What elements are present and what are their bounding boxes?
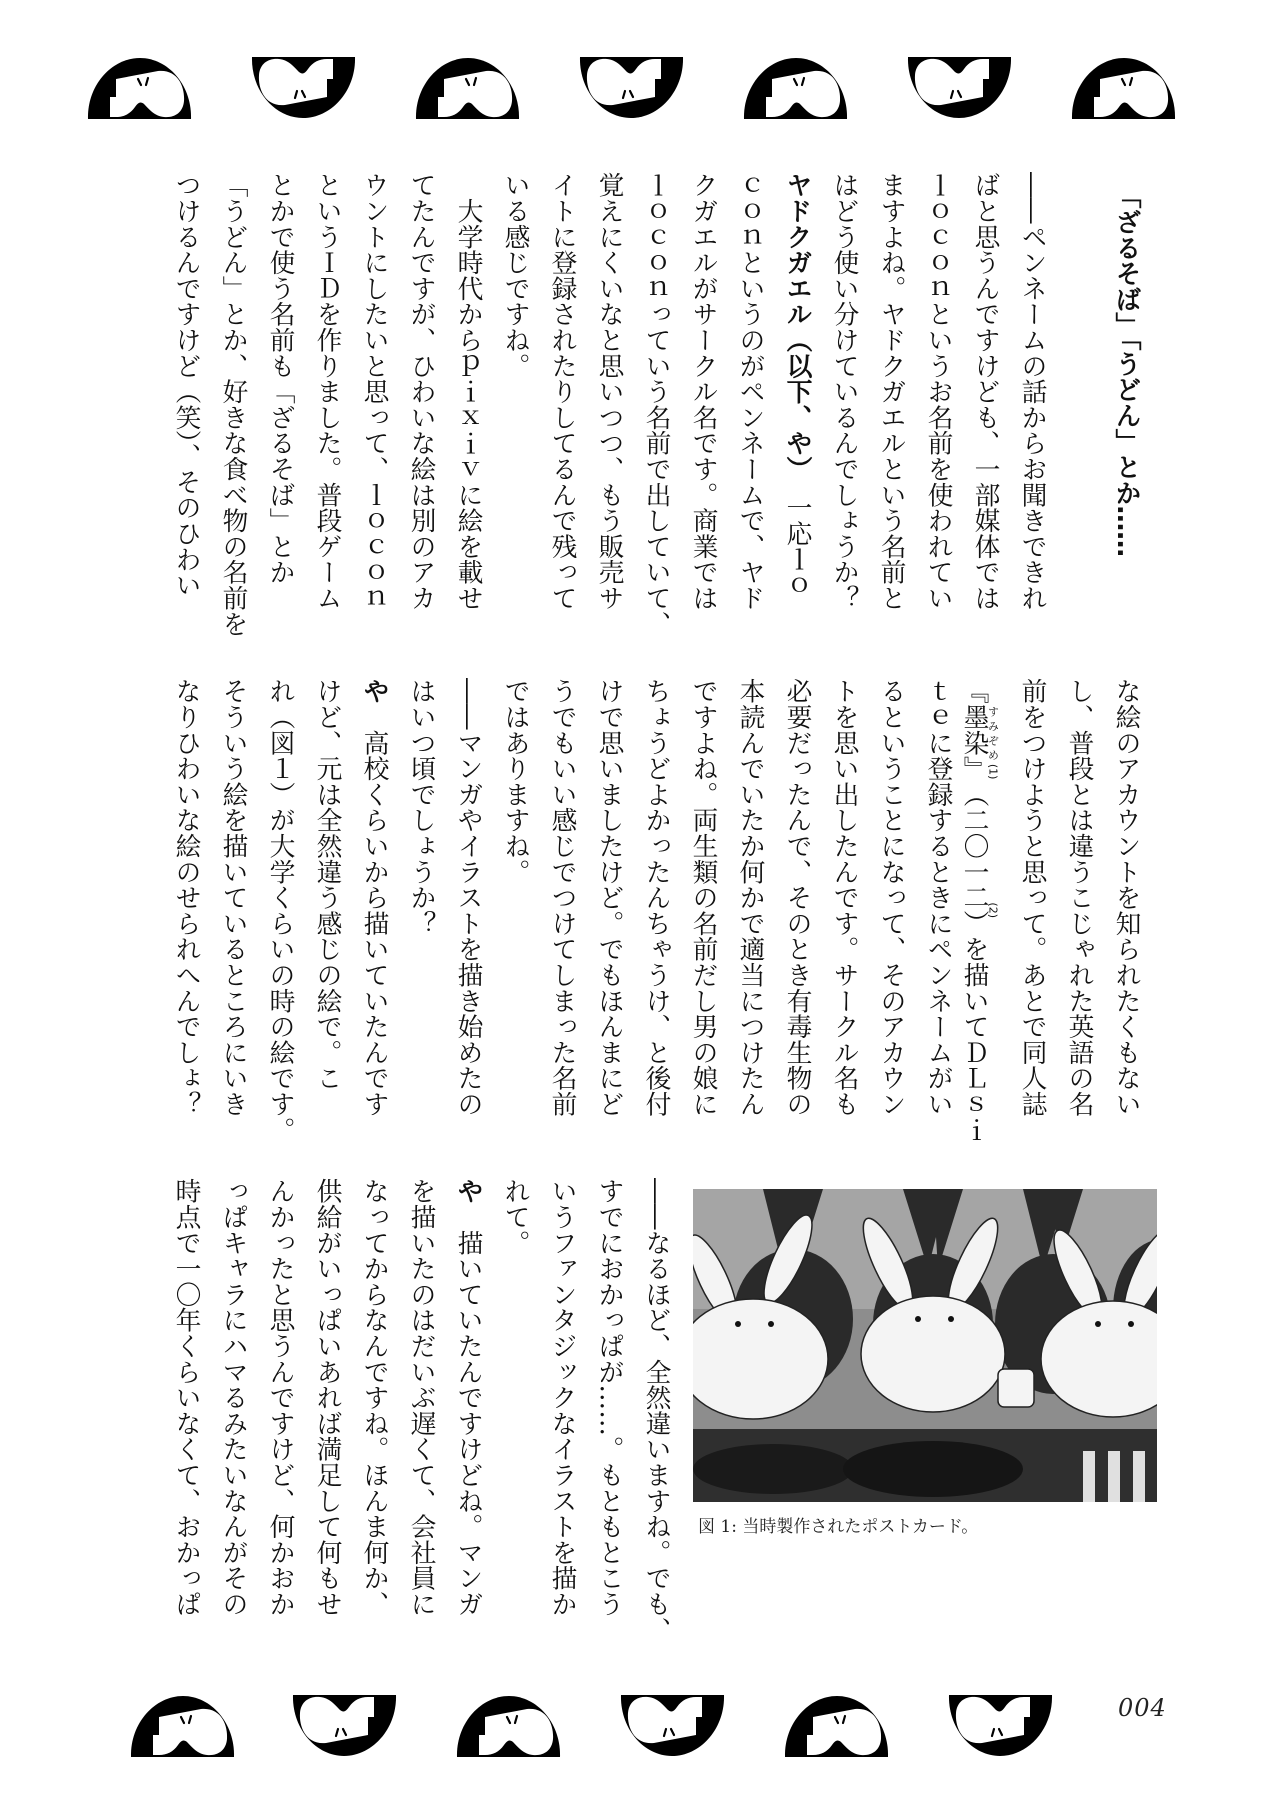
text-segment: 一応ｌｏ (782, 468, 812, 598)
text-column: てたんですが、ひわいな絵は別のアカ (406, 172, 436, 611)
text-column: ――なるほど、全然違いますね。でも、 (641, 1178, 671, 1643)
speaker-label: や (453, 1178, 483, 1204)
text-column: れて。 (500, 1178, 530, 1256)
text-column: んかったと思うんですけど、何かおか (265, 1178, 295, 1617)
text-column: 時点で一〇年くらいなくて、おかっぱ (171, 1178, 201, 1617)
bob-hair-face-icon (414, 57, 521, 119)
text-column: 供給がいっぱいあれば満足して何もせ (312, 1178, 342, 1617)
text-segment: を描いてＤＬｓｉ (959, 936, 989, 1143)
text-column: ｔｅに登録するときにペンネームがい (923, 678, 953, 1117)
text-column: 前をつけようと思って。あとで同人誌 (1017, 678, 1047, 1117)
text-column (360, 678, 388, 1148)
bob-hair-face-icon (129, 1695, 236, 1757)
ruby-base: 二） (959, 884, 989, 937)
text-column: なりひわいな絵のせられへんでしょ？ (171, 678, 201, 1117)
text-column: るということになって、そのアカウン (876, 678, 906, 1117)
text-column: けで思いましたけど。でもほんまにど (594, 678, 624, 1117)
text-segment: 描いていたんですけどね。マンガ (453, 1203, 483, 1617)
text-column: ――マンガやイラストを描き始めたの (453, 678, 483, 1117)
text-column: つけるんですけど（笑）、そのひわい (171, 172, 201, 598)
text-column: 覚えにくいなと思いつつ、もう販売サ (594, 172, 624, 611)
figure-caption: 図 1: 当時製作されたポストカード。 (698, 1517, 979, 1537)
speaker-label: ヤドクガエル（以下、や） (782, 172, 812, 469)
text-column: れ（図１）が大学くらいの時の絵です。 (265, 678, 295, 1143)
text-column: 本読んでいたか何かで適当につけたん (735, 678, 765, 1117)
text-column: というＩＤを作りました。普段ゲーム (312, 172, 342, 611)
text-segment: 『 (959, 678, 989, 704)
text-column: ｌｏｃｏｎというお名前を使われてい (923, 172, 953, 611)
text-column: そういう絵を描いているところにいき (218, 678, 248, 1117)
text-column: すでにおかっぱが……。もともとこう (594, 1178, 624, 1617)
bob-hair-face-icon (947, 1695, 1054, 1757)
text-column: し、普段とは違うこじゃれた英語の名 (1064, 678, 1094, 1117)
text-column: 大学時代からｐｉｘｉｖに絵を載せ (453, 172, 483, 611)
text-column: いうファンタジックなイラストを描か (547, 1178, 577, 1617)
bob-hair-face-icon (742, 57, 849, 119)
text-column: 「うどん」とか、好きな食べ物の名前を (218, 172, 248, 637)
bob-hair-face-icon (1070, 57, 1177, 119)
tablecloth-stripes (1083, 1451, 1145, 1502)
text-column: トを思い出したんです。サークル名も (829, 678, 859, 1117)
text-column: なってからなんですね。ほんま何か、 (359, 1178, 389, 1617)
text-column: ですよね。両生類の名前だし男の娘に (688, 678, 718, 1117)
bob-hair-face-icon (783, 1695, 890, 1757)
text-column: ではありますね。 (500, 678, 530, 885)
speaker-label: や (359, 678, 389, 704)
text-column: ちょうどよかったんちゃうけ、と後付 (641, 678, 671, 1117)
text-segment: （二〇一 (959, 781, 989, 885)
text-column: な絵のアカウントを知られたくもない (1111, 678, 1141, 1117)
ruby-base: 墨染』 (959, 703, 989, 782)
text-column: イトに登録されたりしてるんで残って (547, 172, 577, 611)
bob-hair-face-icon (906, 57, 1013, 119)
text-column: クガエルがサークル名です。商業では (688, 172, 718, 611)
text-column: とかで使う名前も「ざるそば」とか (265, 172, 295, 585)
page-number: 004 (1118, 1694, 1167, 1722)
bob-hair-face-icon (291, 1695, 398, 1757)
text-column: を描いたのはだいぶ遅くて、会社員に (406, 1178, 436, 1617)
text-column: けど、元は全然違う感じの絵で。こ (312, 678, 342, 1091)
text-column: ばと思うんですけども、一部媒体では (970, 172, 1000, 611)
text-segment: 高校くらいから描いていたんです (359, 703, 389, 1117)
bob-hair-face-icon (250, 57, 357, 119)
text-column: いる感じですね。 (500, 172, 530, 379)
text-column (454, 1178, 482, 1648)
bob-hair-face-icon (578, 57, 685, 119)
figure-image-rabbits-postcard (693, 1189, 1157, 1502)
bob-hair-face-icon (455, 1695, 562, 1757)
text-column: ますよね。ヤドクガエルという名前と (876, 172, 906, 611)
article-title: 「ざるそば」「うどん」とか…… (1111, 183, 1141, 558)
text-column: ｌｏｃｏｎっていう名前で出していて、 (641, 172, 671, 637)
bob-hair-face-icon (619, 1695, 726, 1757)
text-column: ――ペンネームの話からお聞きできれ (1017, 172, 1047, 611)
bob-hair-face-icon (86, 57, 193, 119)
text-column: はどう使い分けているんでしょうか？ (829, 172, 859, 611)
text-column: 必要だったんで、そのとき有毒生物の (782, 678, 812, 1117)
text-column: はいつ頃でしょうか？ (406, 678, 436, 936)
text-column: っぱキャラにハマるみたいなんがその (218, 1178, 248, 1617)
ruby-text: (2) (986, 884, 1000, 937)
text-column (959, 678, 1000, 1148)
text-column: うでもいい感じでつけてしまった名前 (547, 678, 577, 1117)
ruby-annotation (959, 884, 1000, 937)
text-column: ｃｏｎというのがペンネームで、ヤド (735, 172, 765, 611)
ruby-annotation (959, 703, 1000, 782)
text-column: ウントにしたいと思って、ｌｏｃｏｎ (359, 172, 389, 611)
text-column (783, 172, 811, 642)
ruby-text: すみぞめ(1) (986, 703, 1000, 782)
